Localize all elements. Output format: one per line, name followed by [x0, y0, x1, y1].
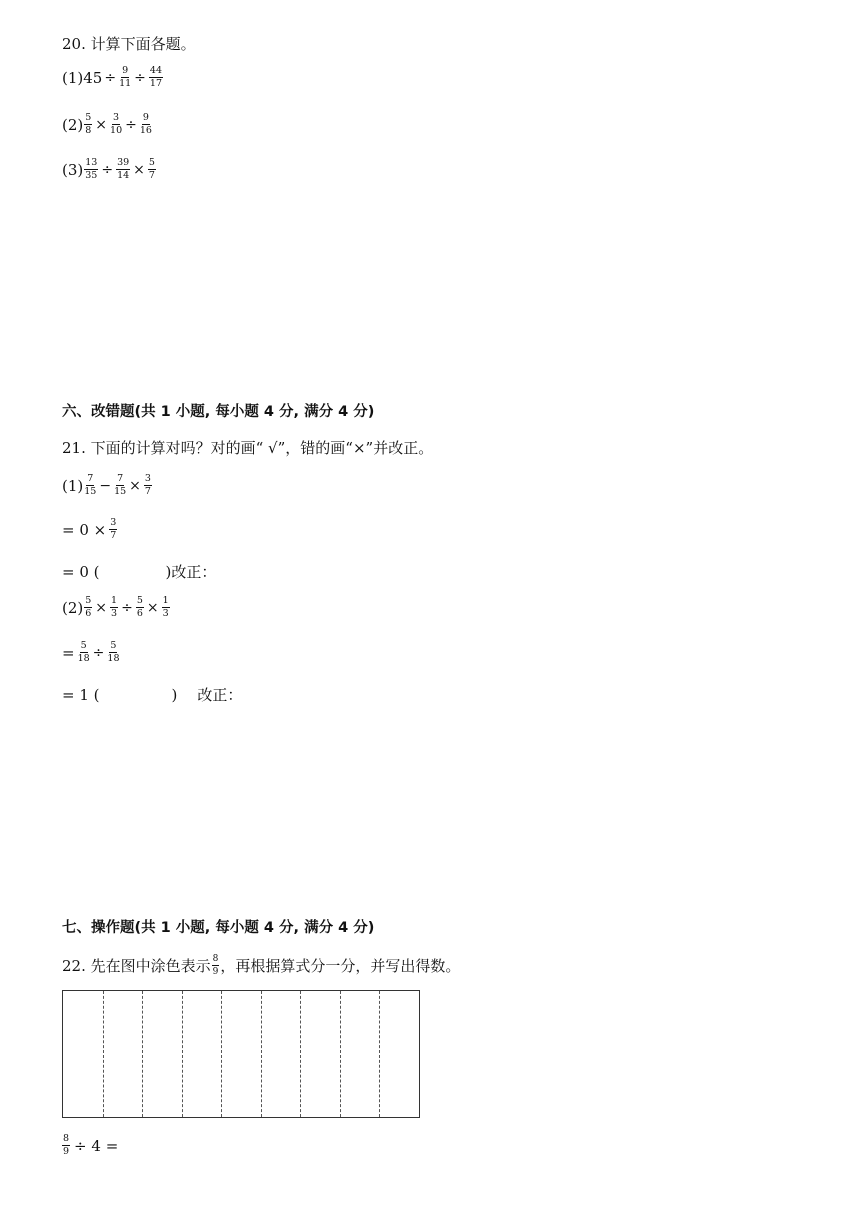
fraction: $\frac{44}{17}$	[149, 65, 162, 89]
q21-part2-step2: = 1 ( ) 改正：	[62, 686, 243, 704]
fraction: $\frac{3}{7}$	[144, 473, 151, 497]
q20-item-1: (1) 45 ÷ $\frac{9}{11}$ ÷ $\frac{44}{17}$	[62, 65, 162, 89]
shading-rectangle[interactable]	[62, 990, 420, 1118]
fraction: $\frac{9}{11}$	[119, 65, 132, 89]
fraction: $\frac{3}{7}$	[110, 517, 117, 541]
division-line	[182, 991, 183, 1117]
q21-part1-expression: (1) $\frac{7}{15}$ − $\frac{7}{15}$ × $\frac{3}{7}$	[62, 473, 151, 497]
q20-item-2: (2) $\frac{5}{8}$ × $\frac{3}{10}$ ÷ $\frac{9}{16}$	[62, 112, 152, 136]
section-6-heading: 六、改错题(共 1 小题, 每小题 4 分, 满分 4 分)	[62, 404, 375, 420]
fraction: $\frac{5}{18}$	[77, 640, 90, 664]
fraction: $\frac{9}{16}$	[139, 112, 152, 136]
q21-part1-step1: = 0 × $\frac{3}{7}$	[62, 517, 117, 541]
division-line	[142, 991, 143, 1117]
q22-equation: $\frac{8}{9}$ ÷ 4 =	[63, 1133, 119, 1157]
fraction: $\frac{8}{9}$	[63, 1133, 70, 1157]
fraction: $\frac{7}{15}$	[84, 473, 97, 497]
division-line	[340, 991, 341, 1117]
fraction: $\frac{5}{6}$	[85, 595, 92, 619]
fraction: $\frac{5}{8}$	[85, 112, 92, 136]
fraction: $\frac{5}{7}$	[148, 157, 155, 181]
division-line	[300, 991, 301, 1117]
q21-part2-expression: (2) $\frac{5}{6}$ × $\frac{1}{3}$ ÷ $\frac{5}{6}$ × $\frac{1}{3}$	[62, 595, 169, 619]
q22-title: 22. 先在图中涂色表示 $\frac{8}{9}$ ，再根据算式分一分，并写出得数。	[62, 954, 461, 977]
fraction: $\frac{7}{15}$	[114, 473, 127, 497]
division-line	[103, 991, 104, 1117]
fraction: $\frac{8}{9}$	[212, 954, 219, 977]
q20-title: 20. 计算下面各题。	[62, 35, 196, 53]
section-7-heading: 七、操作题(共 1 小题, 每小题 4 分, 满分 4 分)	[62, 920, 375, 936]
fraction: $\frac{1}{3}$	[162, 595, 169, 619]
division-line	[261, 991, 262, 1117]
fraction: $\frac{39}{14}$	[117, 157, 130, 181]
fraction: $\frac{5}{18}$	[107, 640, 120, 664]
fraction: $\frac{13}{35}$	[85, 157, 98, 181]
fraction: $\frac{5}{6}$	[136, 595, 143, 619]
q21-part1-step2: = 0 ( ) 改正：	[62, 563, 217, 581]
division-line	[221, 991, 222, 1117]
fraction: $\frac{3}{10}$	[110, 112, 123, 136]
q20-item-3: (3) $\frac{13}{35}$ ÷ $\frac{39}{14}$ × $\frac{5}{7}$	[62, 157, 155, 181]
q21-part2-step1: = $\frac{5}{18}$ ÷ $\frac{5}{18}$	[62, 640, 120, 664]
division-line	[379, 991, 380, 1117]
q21-title: 21. 下面的计算对吗？对的画“ √”，错的画“×”并改正。	[62, 439, 434, 457]
fraction: $\frac{1}{3}$	[111, 595, 118, 619]
